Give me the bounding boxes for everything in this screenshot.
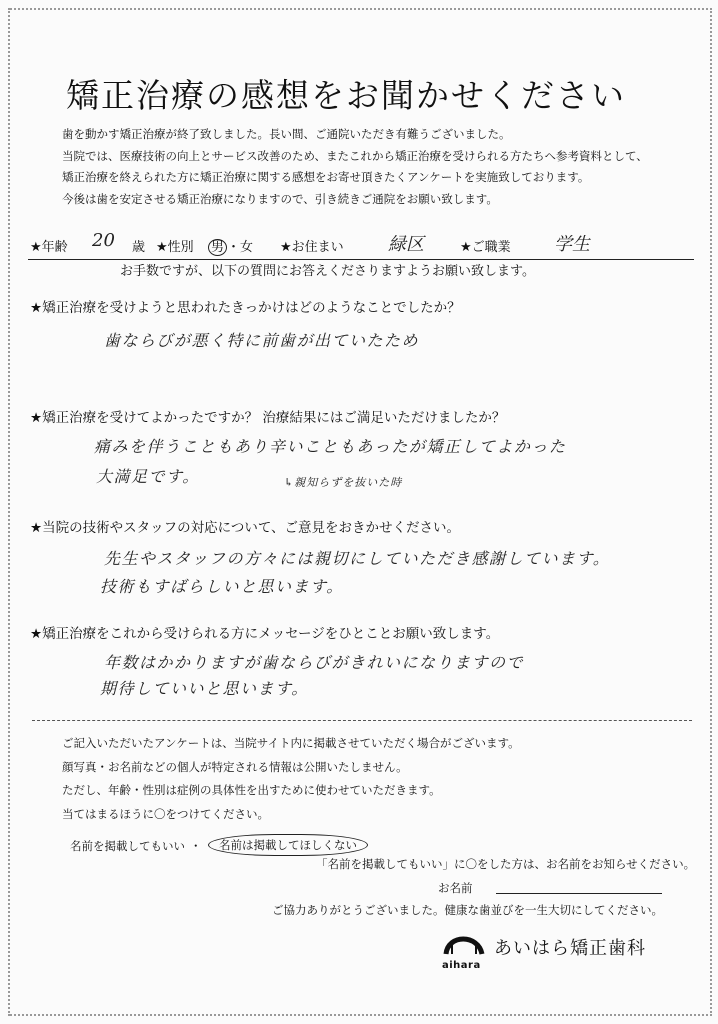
intro-line: 矯正治療を終えられた方に矯正治療に関する感想をお寄せ頂きたくアンケートを実施致しております。 — [62, 170, 590, 184]
gender-male-circled: 男 — [208, 239, 227, 256]
note-line: 顔写真・お名前などの個人が特定される情報は公開いたしません。 — [62, 759, 408, 774]
note-line: ご記入いただいたアンケートは、当院サイト内に掲載させていただく場合がございます。 — [62, 736, 520, 750]
answer-4-line-2: 期待していいと思います。 — [100, 679, 309, 698]
job-label: ★ご職業 — [460, 240, 511, 255]
clinic-name: あいはら矯正歯科 — [494, 938, 646, 959]
gender-female: 女 — [240, 240, 254, 255]
thanks-text: ご協力ありがとうございました。健康な歯並びを一生大切にしてください。 — [272, 903, 663, 917]
question-2: ★矯正治療を受けてよかったですか？ 治療結果にはご満足いただけましたか？ — [30, 410, 506, 426]
name-blank-line — [496, 893, 662, 894]
dotted-border-right — [710, 8, 712, 1016]
clinic-logo — [438, 928, 698, 976]
dotted-border-bottom — [10, 1014, 708, 1016]
consent-option-allow: 名前を掲載してもいい — [70, 839, 185, 853]
dotted-border-left — [8, 8, 10, 1016]
intro-line: 今後は歯を安定させる矯正治療になりますので、引き続きご通院をお願い致します。 — [62, 191, 498, 206]
gender-separator: ・ — [227, 240, 241, 255]
age-label: ★年齢 — [30, 240, 68, 255]
intro-text — [62, 124, 648, 210]
notes-text — [62, 732, 520, 826]
logo-sub-text: aihara — [442, 960, 481, 971]
question-3: ★当院の技術やスタッフの対応について、ご意見をおきかせください。 — [30, 520, 461, 536]
answer-3-line-1: 先生やスタッフの方々には親切にしていただき感謝しています。 — [104, 549, 611, 568]
question-4: ★矯正治療をこれから受けられる方にメッセージをひとことお願い致します。 — [30, 626, 500, 642]
intro-line: 当院では、医療技術の向上とサービス改善のため、またこれから矯正治療を受けられる方たちへ参考資料として、 — [62, 148, 648, 163]
gender-field — [208, 236, 253, 256]
answer-2-line-2: 大満足です。 — [96, 467, 200, 486]
note-line: ただし、年齢・性別は症例の具体性を出すために使わせていただきます。 — [62, 783, 441, 797]
dotted-border-top — [10, 8, 708, 10]
page-title: 矯正治療の感想をお聞かせください — [66, 76, 626, 115]
age-value: 20 — [92, 230, 115, 251]
answer-3-line-2: 技術もすばらしいと思います。 — [100, 577, 344, 596]
name-label: お名前 — [438, 881, 473, 895]
section-divider — [32, 720, 692, 721]
job-value: 学生 — [554, 234, 590, 255]
consent-separator: ・ — [190, 839, 202, 853]
address-label: ★お住まい — [280, 240, 344, 255]
address-value: 緑区 — [388, 234, 424, 255]
gender-label: ★性別 — [156, 240, 194, 255]
name-note: 「名前を掲載してもいい」に〇をした方は、お名前をお知らせください。 — [316, 857, 696, 871]
request-text: お手数ですが、以下の質問にお答えくださりますようお願い致します。 — [120, 264, 535, 279]
intro-line: 歯を動かす矯正治療が終了致しました。長い間、ご通院いただき有難うございました。 — [62, 127, 511, 141]
question-1: ★矯正治療を受けようと思われたきっかけはどのようなことでしたか？ — [30, 300, 461, 316]
consent-option-decline-circled: 名前は掲載してほしくない — [208, 834, 368, 856]
respondent-info-row — [30, 232, 690, 256]
age-unit: 歳 — [132, 240, 146, 255]
answer-1-line-1: 歯ならびが悪く特に前歯が出ていたため — [104, 331, 420, 350]
answer-2-line-1: 痛みを伴うこともあり辛いこともあったが矯正してよかった — [94, 437, 567, 456]
answer-2-insertion: ↳親知らずを抜いた時 — [284, 476, 403, 489]
answer-4-line-1: 年数はかかりますが歯ならびがきれいになりますので — [104, 653, 525, 672]
note-line: 当てはまるほうに〇をつけてください。 — [62, 806, 269, 821]
